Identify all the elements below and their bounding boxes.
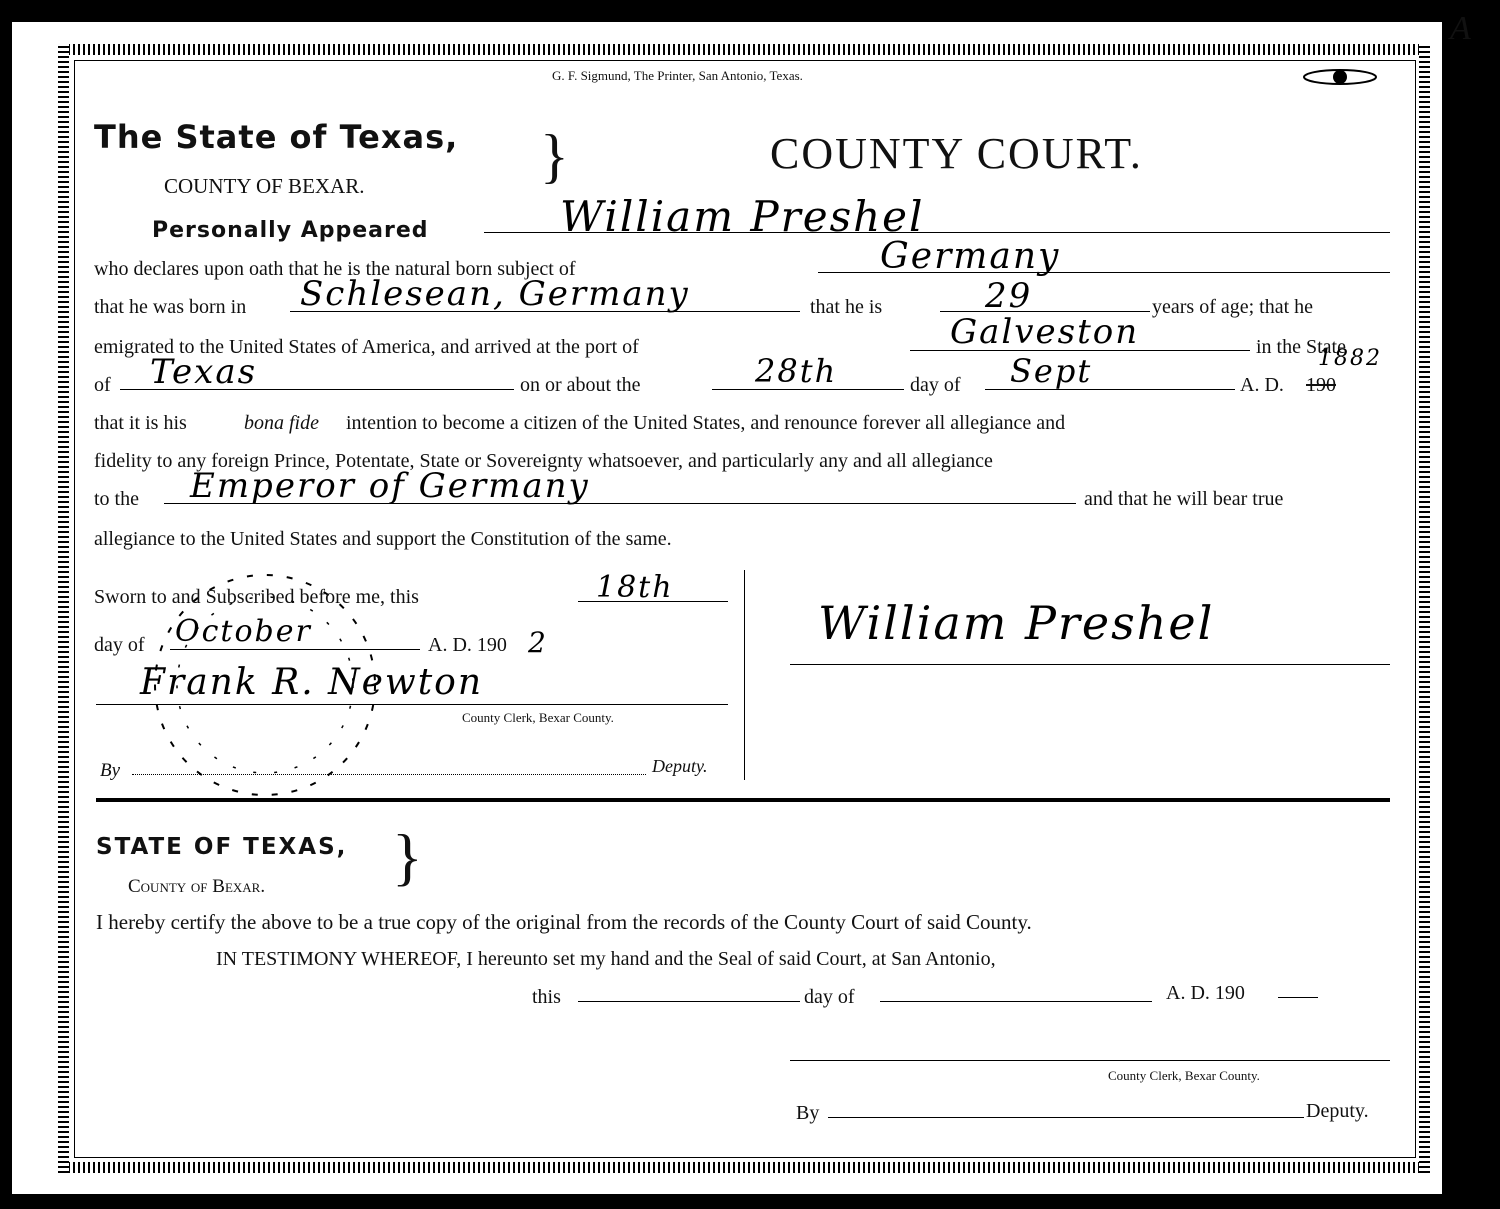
brace-icon: } bbox=[540, 123, 569, 189]
cert-by: By bbox=[796, 1102, 820, 1124]
sworn-day: 18th bbox=[596, 570, 674, 605]
state-name: Texas bbox=[150, 352, 258, 392]
border-top bbox=[58, 44, 1430, 55]
fidelity-text: fidelity to any foreign Prince, Potentate, State or Sovereignty whatsoever, and particularly any and all allegiance bbox=[94, 450, 993, 472]
sworn-by: By bbox=[100, 760, 121, 781]
subject-of: Germany bbox=[880, 236, 1061, 277]
appeared-label: Personally Appeared bbox=[152, 218, 429, 243]
declarant-signature: William Preshel bbox=[818, 596, 1215, 650]
declares-text: who declares upon oath that he is the natural born subject of bbox=[94, 258, 576, 280]
header-county: COUNTY OF BEXAR. bbox=[164, 174, 365, 198]
intention-end: intention to become a citizen of the United States, and renounce forever all allegiance and bbox=[346, 412, 1066, 434]
corner-mark: A bbox=[1450, 10, 1471, 47]
sworn-ad: A. D. 190 bbox=[428, 634, 507, 656]
sworn-month: October bbox=[175, 614, 312, 649]
intention-start: that it is his bbox=[94, 412, 187, 434]
cert-clerk-line bbox=[790, 1060, 1390, 1061]
sworn-deputy: Deputy. bbox=[652, 756, 708, 776]
port: Galveston bbox=[950, 312, 1140, 352]
border-left bbox=[58, 44, 69, 1173]
cert-year-line bbox=[1278, 997, 1318, 998]
age: 29 bbox=[985, 276, 1033, 316]
born-in-label: that he was born in bbox=[94, 296, 247, 318]
years-label: years of age; that he bbox=[1152, 296, 1314, 318]
deputy-line bbox=[132, 774, 646, 775]
year-hand: 1882 bbox=[1318, 346, 1382, 371]
border-right bbox=[1419, 44, 1430, 1173]
day-of-text: day of bbox=[910, 374, 961, 396]
emigrated-text: emigrated to the United States of America, and arrived at the port of bbox=[94, 336, 639, 358]
clerk-signature: Frank R. Newton bbox=[140, 662, 484, 703]
cert-ad: A. D. 190 bbox=[1166, 982, 1245, 1004]
in-state-text: in the State bbox=[1256, 336, 1346, 358]
sworn-bracket bbox=[736, 570, 745, 780]
cert-certify: I hereby certify the above to be a true copy of the original from the records of the County Court of said County. bbox=[96, 910, 1032, 934]
bear-true-text: and that he will bear true bbox=[1084, 488, 1284, 510]
sworn-label: Sworn to and Subscribed before me, this bbox=[94, 586, 419, 608]
printer-credit: G. F. Sigmund, The Printer, San Antonio, Texas. bbox=[552, 68, 803, 83]
cert-day-of: day of bbox=[804, 986, 855, 1008]
sworn-month-line bbox=[170, 649, 420, 650]
allegiance-text: allegiance to the United States and support the Constitution of the same. bbox=[94, 528, 672, 550]
cert-deputy: Deputy. bbox=[1306, 1100, 1369, 1122]
day: 28th bbox=[755, 352, 838, 390]
cert-clerk-title: County Clerk, Bexar County. bbox=[1108, 1068, 1260, 1083]
month: Sept bbox=[1010, 352, 1093, 390]
declarant-sig-line bbox=[790, 664, 1390, 665]
ad-label: A. D. bbox=[1240, 374, 1284, 396]
bona-fide: bona fide bbox=[244, 412, 319, 434]
cert-day-line bbox=[578, 1001, 800, 1002]
appeared-name: William Preshel bbox=[560, 192, 925, 241]
section-divider bbox=[96, 798, 1390, 802]
of-label: of bbox=[94, 374, 111, 396]
cert-brace-icon: } bbox=[392, 821, 423, 892]
header-state: The State of Texas, bbox=[94, 118, 459, 156]
year-printed: 190 bbox=[1306, 374, 1336, 396]
clerk-line bbox=[96, 704, 728, 705]
born-in: Schlesean, Germany bbox=[300, 274, 690, 314]
sworn-day-of: day of bbox=[94, 634, 145, 656]
court-title: COUNTY COURT. bbox=[770, 129, 1143, 178]
on-about-text: on or about the bbox=[520, 374, 641, 396]
cert-deputy-line bbox=[828, 1117, 1304, 1118]
sworn-year-digit: 2 bbox=[528, 626, 548, 659]
cert-testimony: IN TESTIMONY WHEREOF, I hereunto set my hand and the Seal of said Court, at San Antonio, bbox=[216, 948, 996, 970]
border-bottom bbox=[58, 1162, 1430, 1173]
cert-county: County of Bexar. bbox=[128, 876, 266, 897]
sovereign: Emperor of Germany bbox=[190, 466, 590, 506]
clerk-title: County Clerk, Bexar County. bbox=[462, 710, 614, 725]
he-is-text: that he is bbox=[810, 296, 883, 318]
cert-state: STATE OF TEXAS, bbox=[96, 834, 348, 860]
cert-month-line bbox=[880, 1001, 1152, 1002]
printer-logo-icon bbox=[1300, 66, 1380, 88]
cert-this: this bbox=[532, 986, 561, 1008]
to-the-text: to the bbox=[94, 488, 139, 510]
